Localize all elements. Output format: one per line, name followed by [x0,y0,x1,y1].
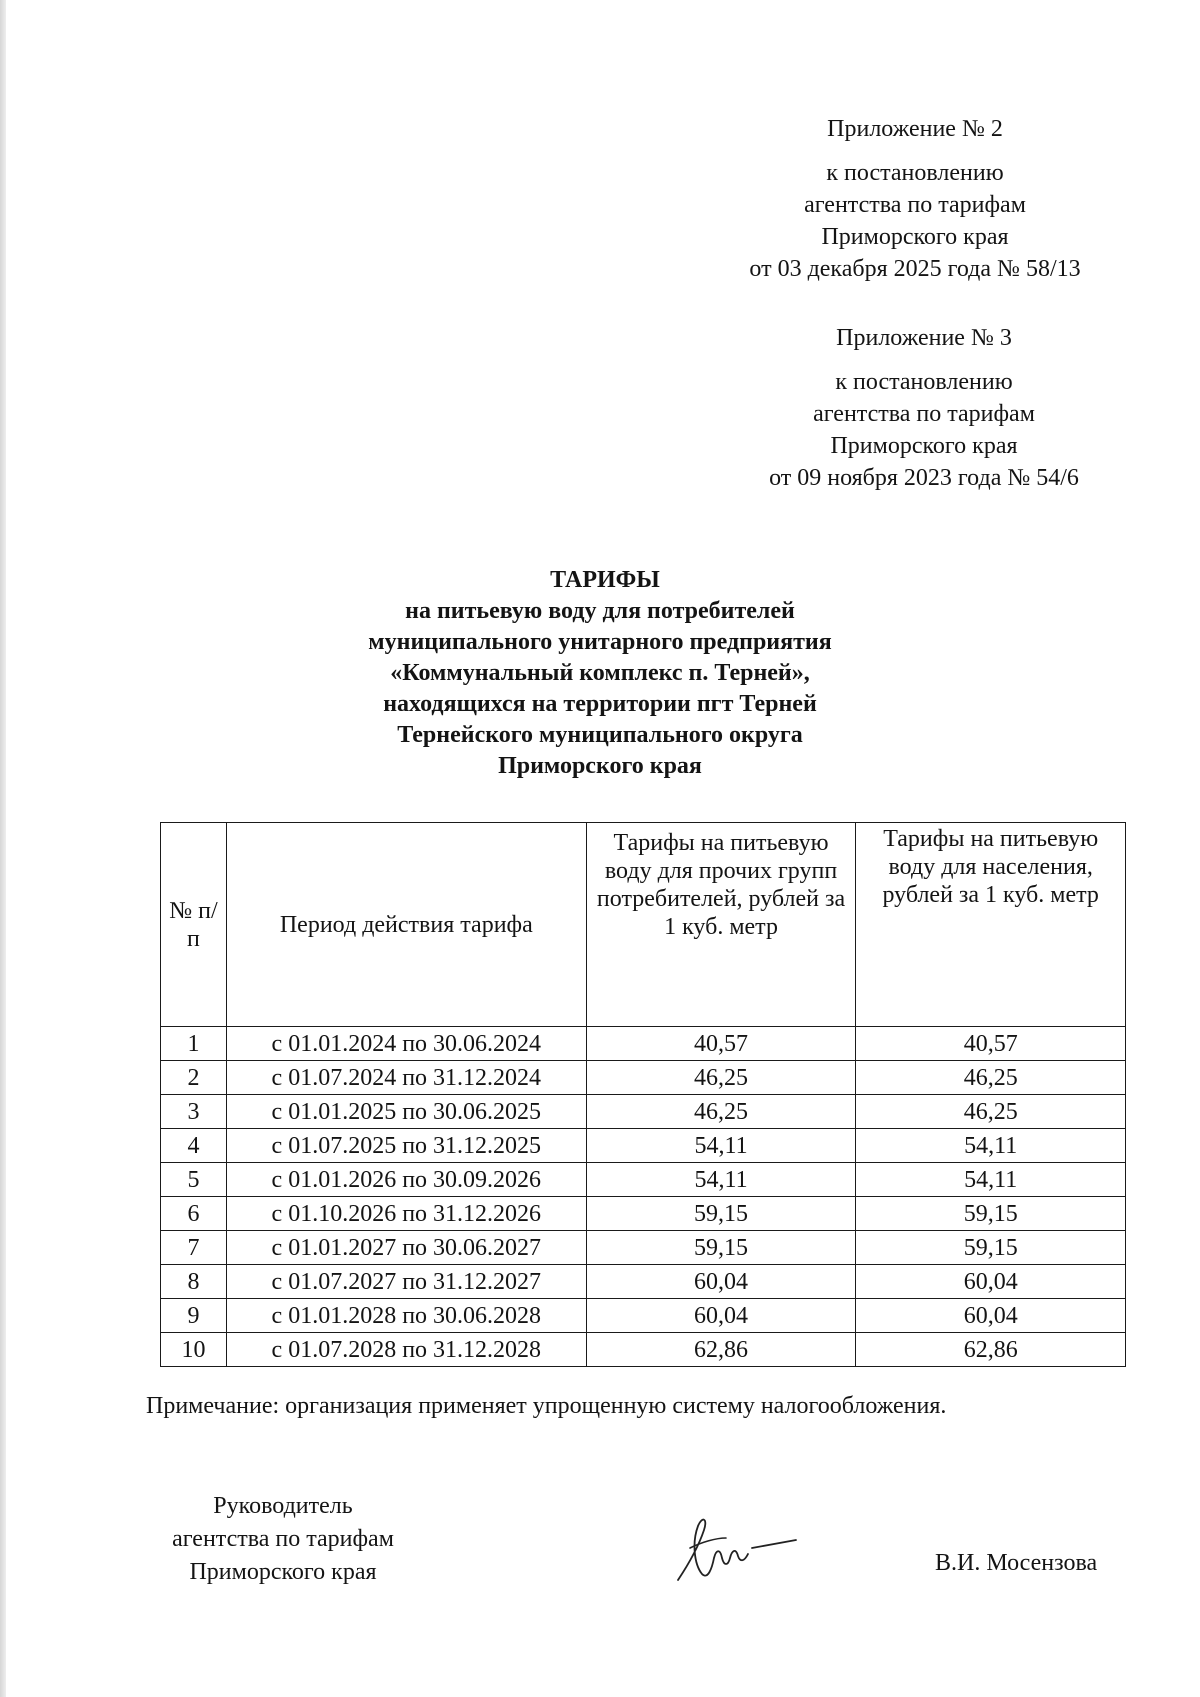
row-number: 8 [161,1265,227,1299]
row-number: 3 [161,1095,227,1129]
appendix-2-line: Приморского края [821,224,1009,250]
row-period: с 01.01.2026 по 30.09.2026 [226,1163,586,1197]
table-header-row [161,823,1126,1027]
document-title-line: «Коммунальный комплекс п. Терней», [390,660,810,686]
tax-note: Примечание: организация применяет упрощенную систему налогообложения. [146,1393,947,1419]
header-population: Тарифы на питьевую воду для населения, рублей за 1 куб. метр [856,823,1126,1027]
table-row [161,1197,1126,1231]
row-period: с 01.07.2024 по 31.12.2024 [226,1061,586,1095]
tariff-table [160,822,1126,1367]
row-number: 7 [161,1231,227,1265]
row-period: с 01.07.2025 по 31.12.2025 [226,1129,586,1163]
row-tariff-population: 46,25 [856,1061,1126,1095]
row-tariff-other: 54,11 [586,1129,856,1163]
table-row [161,1129,1126,1163]
appendix-2-line: к постановлению [826,160,1004,186]
appendix-3-line: агентства по тарифам [813,401,1035,427]
document-title-line: на питьевую воду для потребителей [405,598,795,624]
page-edge [0,0,6,1697]
row-tariff-population: 40,57 [856,1027,1126,1061]
row-number: 10 [161,1333,227,1367]
row-tariff-other: 59,15 [586,1197,856,1231]
signer-position-line: агентства по тарифам [172,1526,394,1552]
row-period: с 01.10.2026 по 31.12.2026 [226,1197,586,1231]
appendix-3-header [714,322,1134,494]
row-period: с 01.07.2028 по 31.12.2028 [226,1333,586,1367]
row-tariff-population: 54,11 [856,1163,1126,1197]
row-tariff-population: 54,11 [856,1129,1126,1163]
row-period: с 01.01.2024 по 30.06.2024 [226,1027,586,1061]
document-title-line: Тернейского муниципального округа [397,722,803,748]
row-tariff-other: 60,04 [586,1265,856,1299]
table-row [161,1299,1126,1333]
document-title-line: Приморского края [498,753,702,779]
handwritten-signature-icon [668,1508,828,1588]
signer-name: В.И. Мосензова [935,1550,1098,1576]
table-row [161,1027,1126,1061]
appendix-3-date: от 09 ноября 2023 года № 54/6 [769,465,1079,491]
row-number: 6 [161,1197,227,1231]
appendix-3-line: к постановлению [835,369,1013,395]
document-title-line: находящихся на территории пгт Терней [383,691,817,717]
header-other-consumers: Тарифы на питьевую воду для прочих групп потребителей, рублей за 1 куб. метр [586,823,856,1027]
row-tariff-population: 62,86 [856,1333,1126,1367]
row-period: с 01.07.2027 по 31.12.2027 [226,1265,586,1299]
row-tariff-population: 59,15 [856,1197,1126,1231]
row-tariff-other: 46,25 [586,1061,856,1095]
table-row [161,1333,1126,1367]
row-number: 5 [161,1163,227,1197]
row-number: 4 [161,1129,227,1163]
row-period: с 01.01.2027 по 30.06.2027 [226,1231,586,1265]
table-row [161,1061,1126,1095]
row-tariff-other: 46,25 [586,1095,856,1129]
document-title-main: ТАРИФЫ [550,567,660,593]
signer-position [138,1490,428,1589]
row-tariff-other: 59,15 [586,1231,856,1265]
appendix-2-title: Приложение № 2 [827,116,1003,142]
table-row [161,1265,1126,1299]
appendix-2-date: от 03 декабря 2025 года № 58/13 [749,256,1081,282]
table-row [161,1231,1126,1265]
document-title-line: муниципального унитарного предприятия [368,629,832,655]
row-tariff-other: 62,86 [586,1333,856,1367]
row-tariff-other: 60,04 [586,1299,856,1333]
document-title [0,565,1200,782]
header-period: Период действия тарифа [226,823,586,1027]
header-number: № п/п [161,823,227,1027]
row-tariff-population: 60,04 [856,1265,1126,1299]
table-row [161,1163,1126,1197]
signer-position-line: Приморского края [189,1559,377,1585]
row-tariff-other: 40,57 [586,1027,856,1061]
appendix-3-title: Приложение № 3 [836,325,1012,351]
row-tariff-population: 59,15 [856,1231,1126,1265]
signer-position-line: Руководитель [213,1493,353,1519]
appendix-2-header [705,113,1125,285]
row-number: 9 [161,1299,227,1333]
table-row [161,1095,1126,1129]
row-tariff-population: 46,25 [856,1095,1126,1129]
row-number: 1 [161,1027,227,1061]
row-tariff-population: 60,04 [856,1299,1126,1333]
row-tariff-other: 54,11 [586,1163,856,1197]
row-period: с 01.01.2025 по 30.06.2025 [226,1095,586,1129]
appendix-3-line: Приморского края [830,433,1018,459]
appendix-2-line: агентства по тарифам [804,192,1026,218]
row-period: с 01.01.2028 по 30.06.2028 [226,1299,586,1333]
row-number: 2 [161,1061,227,1095]
